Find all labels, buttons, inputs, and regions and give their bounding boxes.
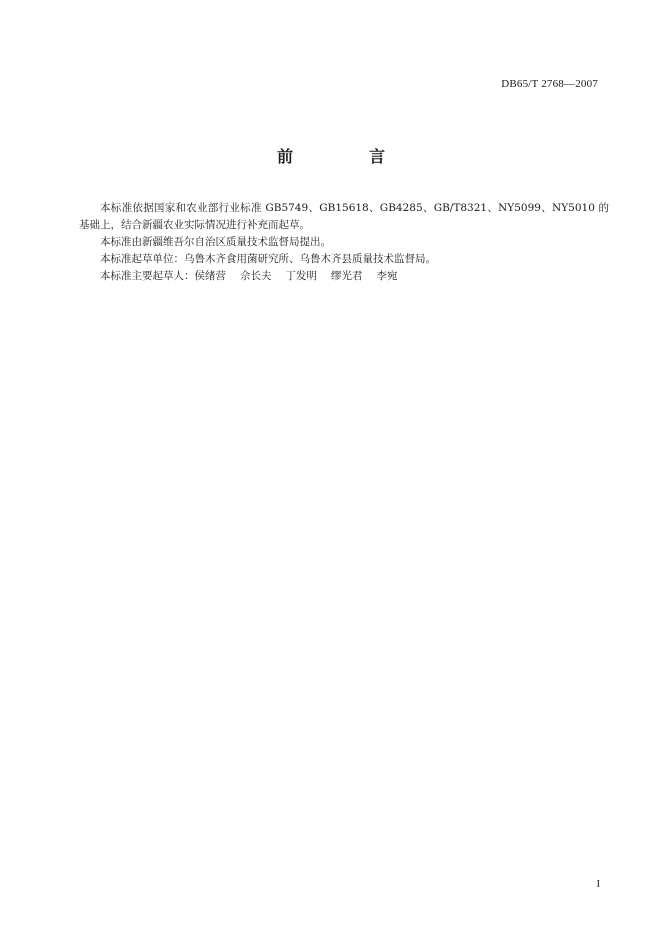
drafter-name: 丁发明	[285, 270, 317, 282]
page-title: 前 言	[276, 147, 415, 166]
preface-body	[79, 200, 609, 285]
page-number: I	[596, 879, 600, 890]
paragraph-drafters	[79, 268, 609, 285]
drafter-name: 侯绪营	[194, 270, 226, 282]
paragraph-proposer: 本标准由新疆维吾尔自治区质量技术监督局提出。	[100, 236, 331, 248]
drafter-name: 李宛	[376, 270, 398, 282]
drafters-label: 本标准主要起草人：	[100, 270, 195, 282]
drafter-name: 佘长夫	[240, 270, 272, 282]
document-code: DB65/T 2768—2007	[501, 78, 598, 90]
paragraph-basis: 本标准依据国家和农业部行业标准 GB5749、GB15618、GB4285、GB/T8321、NY5099、NY5010 的基础上，结合新疆农业实际情况进行补充而起草。	[79, 202, 609, 231]
drafter-name: 缪光君	[331, 270, 363, 282]
paragraph-drafting-units: 本标准起草单位：乌鲁木齐食用菌研究所、乌鲁木齐县质量技术监督局。	[100, 253, 436, 265]
